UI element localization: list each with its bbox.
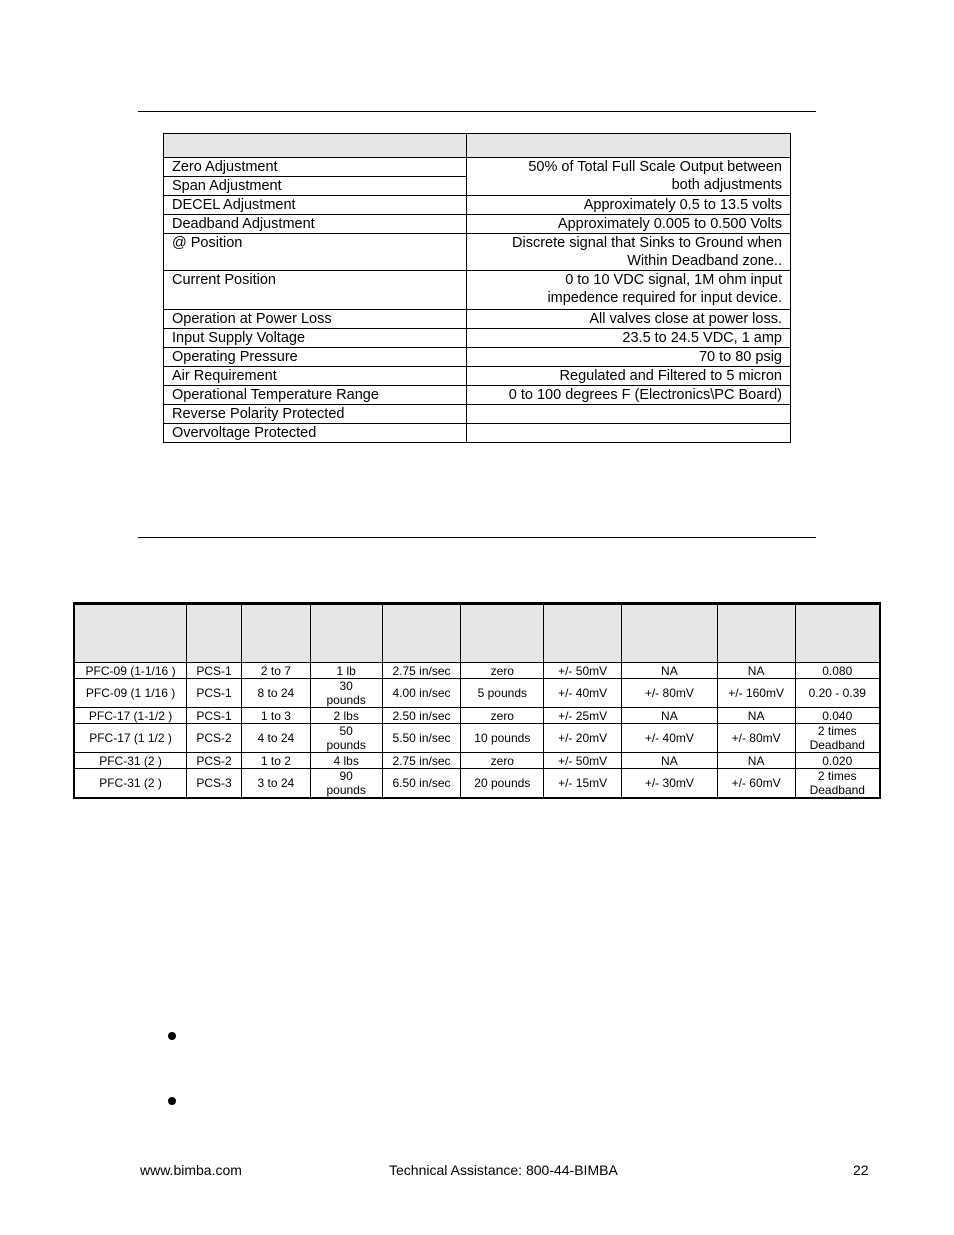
spec-value-line: 0 to 10 VDC signal, 1M ohm input	[565, 272, 782, 288]
model-cell: NA	[622, 708, 718, 724]
spec-label: Span Adjustment	[164, 177, 467, 196]
spec-row	[164, 424, 791, 443]
model-header-cell	[74, 604, 187, 663]
model-cell: 30 pounds	[310, 679, 382, 708]
model-cell: 5 pounds	[461, 679, 544, 708]
spec-label: Zero Adjustment	[164, 158, 467, 177]
model-table-body	[74, 663, 880, 799]
model-cell: 1 to 2	[242, 753, 311, 769]
model-cell: NA	[622, 753, 718, 769]
spec-label: Deadband Adjustment	[164, 215, 467, 234]
model-cell: 4 to 24	[242, 724, 311, 753]
model-cell: +/- 50mV	[544, 663, 622, 679]
model-cell: 5.50 in/sec	[382, 724, 461, 753]
model-cell: +/- 25mV	[544, 708, 622, 724]
spec-value	[467, 234, 791, 271]
model-cell: +/- 160mV	[717, 679, 795, 708]
spec-value: 0 to 100 degrees F (Electronics\PC Board)	[467, 386, 791, 405]
model-cell: PCS-2	[187, 724, 242, 753]
spec-label: Reverse Polarity Protected	[164, 405, 467, 424]
model-cell: NA	[717, 663, 795, 679]
spec-value-line: 50% of Total Full Scale Output between	[528, 159, 782, 175]
spec-value: Approximately 0.005 to 0.500 Volts	[467, 215, 791, 234]
model-cell: PCS-1	[187, 708, 242, 724]
model-cell: 2 to 7	[242, 663, 311, 679]
bullet-point	[168, 1097, 176, 1105]
model-header-cell	[461, 604, 544, 663]
model-cell: zero	[461, 708, 544, 724]
spec-row	[164, 215, 791, 234]
model-cell: 2.75 in/sec	[382, 663, 461, 679]
model-cell: PCS-3	[187, 769, 242, 799]
model-cell: +/- 60mV	[717, 769, 795, 799]
page-number: 22	[853, 1162, 869, 1178]
model-cell: 90 pounds	[310, 769, 382, 799]
spec-row	[164, 310, 791, 329]
spec-label: Operating Pressure	[164, 348, 467, 367]
model-cell: 1 lb	[310, 663, 382, 679]
model-cell: 8 to 24	[242, 679, 311, 708]
model-cell: 3 to 24	[242, 769, 311, 799]
model-cell: 2.50 in/sec	[382, 708, 461, 724]
model-header-cell	[310, 604, 382, 663]
model-cell: 0.020	[795, 753, 880, 769]
model-cell: 4.00 in/sec	[382, 679, 461, 708]
model-header-cell	[717, 604, 795, 663]
model-cell: PFC-31 (2 )	[74, 769, 187, 799]
model-row	[74, 708, 880, 724]
model-row	[74, 663, 880, 679]
model-cell: +/- 80mV	[717, 724, 795, 753]
spec-value: All valves close at power loss.	[467, 310, 791, 329]
spec-value-text: .	[777, 253, 782, 269]
model-header-cell	[622, 604, 718, 663]
model-cell: NA	[717, 708, 795, 724]
spec-row	[164, 329, 791, 348]
spec-value: Approximately 0.5 to 13.5 volts	[467, 196, 791, 215]
spec-label: @ Position	[164, 234, 467, 271]
spec-value: 23.5 to 24.5 VDC, 1 amp	[467, 329, 791, 348]
model-row	[74, 724, 880, 753]
model-cell: 0.040	[795, 708, 880, 724]
model-cell: 1 to 3	[242, 708, 311, 724]
spec-value	[467, 424, 791, 443]
model-row	[74, 769, 880, 799]
model-header-cell	[382, 604, 461, 663]
model-cell: NA	[622, 663, 718, 679]
model-header-cell	[187, 604, 242, 663]
model-row	[74, 753, 880, 769]
spec-label: Input Supply Voltage	[164, 329, 467, 348]
model-cell: 2 lbs	[310, 708, 382, 724]
model-header-cell	[544, 604, 622, 663]
spec-header-cell	[164, 134, 467, 158]
model-cell: PFC-31 (2 )	[74, 753, 187, 769]
spec-header-cell	[467, 134, 791, 158]
top-rule	[138, 111, 816, 112]
spec-value-line	[475, 252, 782, 270]
spec-label: Air Requirement	[164, 367, 467, 386]
footer-website: www.bimba.com	[140, 1162, 242, 1178]
model-cell: 10 pounds	[461, 724, 544, 753]
spec-label: Operation at Power Loss	[164, 310, 467, 329]
section-rule	[138, 537, 816, 538]
spec-value	[467, 158, 791, 196]
model-cell: zero	[461, 753, 544, 769]
spec-value	[467, 271, 791, 310]
spec-label: DECEL Adjustment	[164, 196, 467, 215]
model-cell: 2 times Deadband	[795, 724, 880, 753]
model-cell: +/- 80mV	[622, 679, 718, 708]
model-cell: +/- 20mV	[544, 724, 622, 753]
model-cell: 4 lbs	[310, 753, 382, 769]
spec-value	[467, 405, 791, 424]
model-cell: 20 pounds	[461, 769, 544, 799]
model-cell: PCS-1	[187, 663, 242, 679]
spec-row	[164, 271, 791, 310]
spec-label: Operational Temperature Range	[164, 386, 467, 405]
model-cell: 2 times Deadband	[795, 769, 880, 799]
spec-row	[164, 234, 791, 271]
model-cell: PCS-2	[187, 753, 242, 769]
model-cell: +/- 15mV	[544, 769, 622, 799]
spec-row	[164, 386, 791, 405]
model-cell: 6.50 in/sec	[382, 769, 461, 799]
model-cell: PCS-1	[187, 679, 242, 708]
bullet-point	[168, 1032, 176, 1040]
spec-row	[164, 405, 791, 424]
model-header-cell	[242, 604, 311, 663]
footer-assistance: Technical Assistance: 800-44-BIMBA	[389, 1162, 618, 1178]
spec-value: 70 to 80 psig	[467, 348, 791, 367]
spec-value-line: both adjustments	[671, 177, 782, 193]
model-cell: PFC-17 (1 1/2 )	[74, 724, 187, 753]
model-cell: 0.080	[795, 663, 880, 679]
model-row	[74, 679, 880, 708]
spec-value-line: Discrete signal that Sinks to Ground when	[512, 235, 782, 251]
model-cell: +/- 40mV	[622, 724, 718, 753]
model-cell: 0.20 - 0.39	[795, 679, 880, 708]
spec-row	[164, 348, 791, 367]
model-cell: zero	[461, 663, 544, 679]
spec-label: Current Position	[164, 271, 467, 310]
spec-label: Overvoltage Protected	[164, 424, 467, 443]
model-cell: +/- 40mV	[544, 679, 622, 708]
spec-row	[164, 196, 791, 215]
spec-value-line: impedence required for input device.	[547, 290, 782, 306]
model-cell: PFC-17 (1-1/2 )	[74, 708, 187, 724]
model-cell: +/- 50mV	[544, 753, 622, 769]
model-cell: PFC-09 (1-1/16 )	[74, 663, 187, 679]
spec-value: Regulated and Filtered to 5 micron	[467, 367, 791, 386]
spec-row	[164, 158, 791, 177]
specifications-header-row	[164, 134, 791, 158]
specifications-table	[163, 133, 791, 443]
model-cell: 2.75 in/sec	[382, 753, 461, 769]
spec-value-text: Within Deadband zone.	[627, 253, 778, 269]
model-header-cell	[795, 604, 880, 663]
model-header-row	[74, 604, 880, 663]
model-cell: 50 pounds	[310, 724, 382, 753]
model-cell: NA	[717, 753, 795, 769]
spec-row	[164, 367, 791, 386]
model-settings-table	[73, 602, 881, 799]
model-cell: PFC-09 (1 1/16 )	[74, 679, 187, 708]
model-cell: +/- 30mV	[622, 769, 718, 799]
